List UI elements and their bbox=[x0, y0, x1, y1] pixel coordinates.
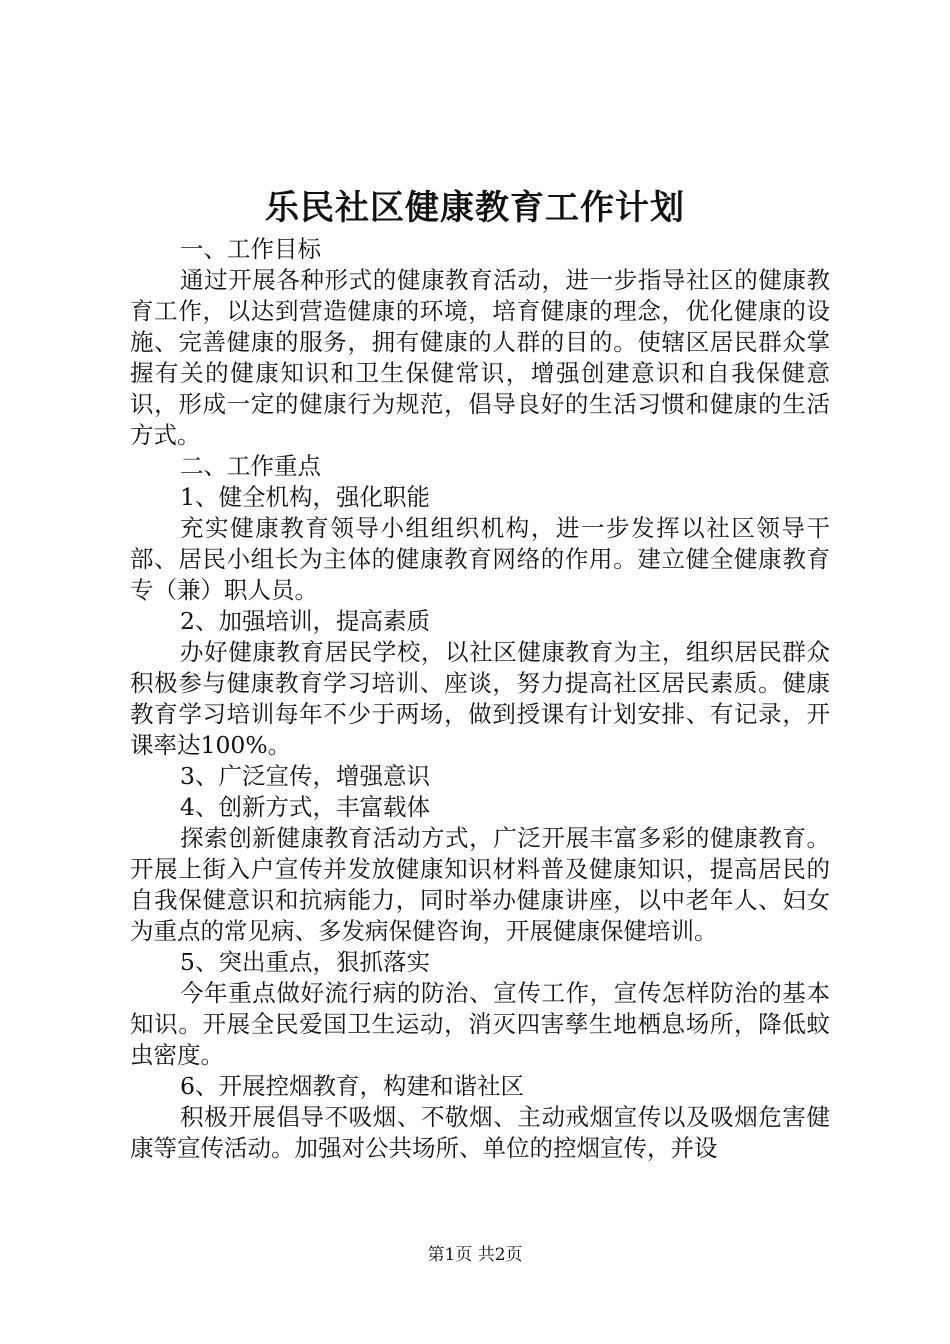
section-heading-goals: 一、工作目标 bbox=[180, 235, 321, 263]
paragraph-organization: 充实健康教育领导小组组织机构，进一步发挥以社区领导干部、居民小组长为主体的健康教育网络的作用。建立健全健康教育专（兼）职人员。 bbox=[130, 514, 830, 604]
paragraph-training: 办好健康教育居民学校，以社区健康教育为主，组织居民群众积极参与健康教育学习培训、座谈，努力提高社区居民素质。健康教育学习培训每年不少于两场，做到授课有计划安排、有记录，开课率达100%。 bbox=[130, 638, 830, 759]
subheading-tobacco-control: 6、开展控烟教育，构建和谐社区 bbox=[180, 1072, 524, 1100]
subheading-publicity: 3、广泛宣传，增强意识 bbox=[180, 762, 430, 790]
subheading-innovation: 4、创新方式，丰富载体 bbox=[180, 793, 430, 821]
subheading-organization: 1、健全机构，强化职能 bbox=[180, 483, 430, 511]
document-title: 乐民社区健康教育工作计划 bbox=[265, 188, 685, 228]
paragraph-goals: 通过开展各种形式的健康教育活动，进一步指导社区的健康教育工作，以达到营造健康的环境，培育健康的理念，优化健康的设施、完善健康的服务，拥有健康的人群的目的。使辖区居民群众掌握有关的健康知识和卫生保健常识，增强创建意识和自我保健意识，形成一定的健康行为规范，倡导良好的生活习惯和健康的生活方式。 bbox=[130, 266, 830, 449]
paragraph-innovation: 探索创新健康教育活动方式，广泛开展丰富多彩的健康教育。开展上街入户宣传并发放健康知识材料普及健康知识，提高居民的自我保健意识和抗病能力，同时举办健康讲座，以中老年人、妇女为重点的常见病、多发病保健咨询，开展健康保健培训。 bbox=[130, 824, 830, 945]
subheading-training: 2、加强培训，提高素质 bbox=[180, 607, 430, 635]
section-heading-focus: 二、工作重点 bbox=[180, 452, 321, 480]
page-footer: 第1页 共2页 bbox=[427, 1245, 523, 1265]
document-body bbox=[130, 234, 830, 1164]
paragraph-tobacco-control: 积极开展倡导不吸烟、不敬烟、主动戒烟宣传以及吸烟危害健康等宣传活动。加强对公共场所、单位的控烟宣传，并设 bbox=[130, 1103, 830, 1162]
subheading-implementation: 5、突出重点，狠抓落实 bbox=[180, 948, 430, 976]
paragraph-implementation: 今年重点做好流行病的防治、宣传工作，宣传怎样防治的基本知识。开展全民爱国卫生运动，消灭四害孳生地栖息场所，降低蚊虫密度。 bbox=[130, 979, 830, 1069]
